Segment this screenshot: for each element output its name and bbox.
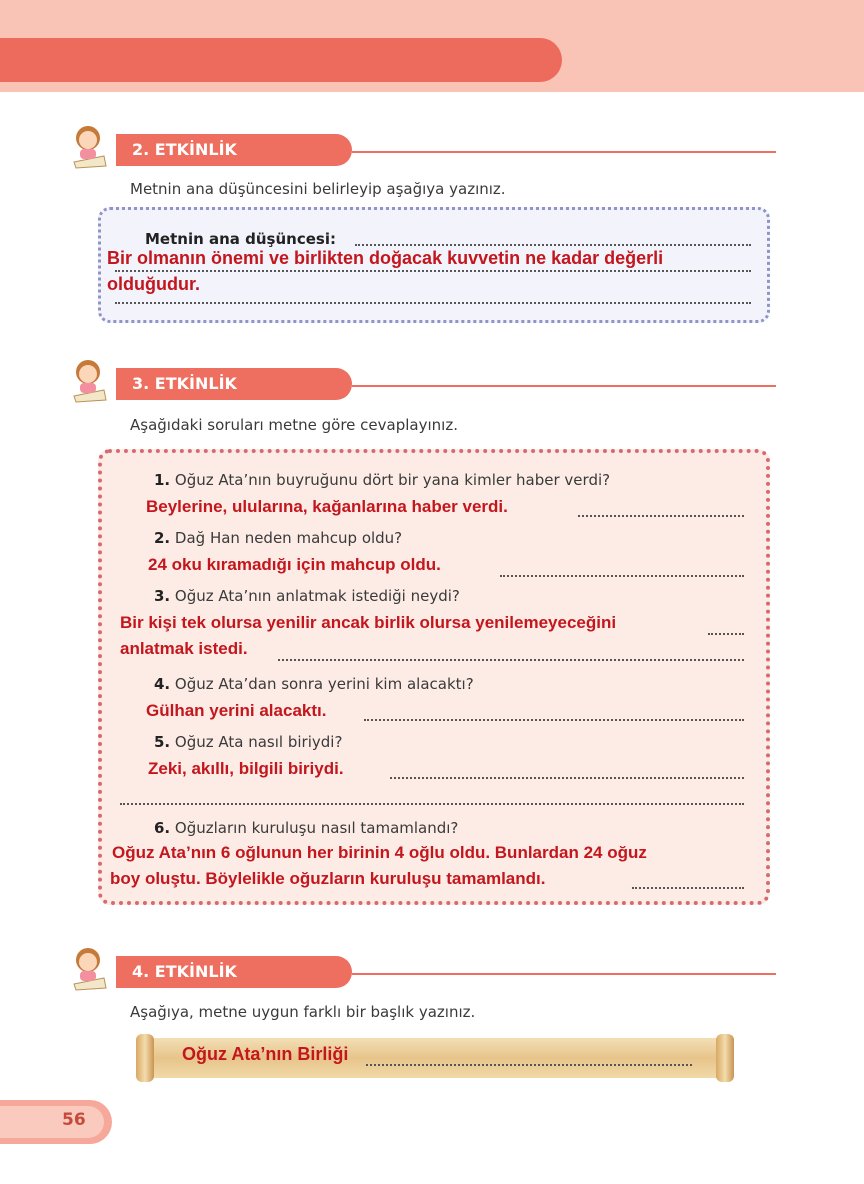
section-3-rule xyxy=(352,385,776,387)
answer-3-line2: anlatmak istedi. xyxy=(120,639,248,658)
question-6: 6. Oğuzların kuruluşu nasıl tamamlandı? xyxy=(154,819,459,837)
answer-6-line1: Oğuz Ata’nın 6 oğlunun her birinin 4 oğlu oldu. Bunlardan 24 oğuz xyxy=(112,843,647,862)
main-idea-answer-line1: Bir olmanın önemi ve birlikten doğacak kuvvetin ne kadar değerli xyxy=(107,248,664,268)
question-3: 3. Oğuz Ata’nın anlatmak istediği neydi? xyxy=(154,587,460,605)
title-scroll xyxy=(136,1034,734,1082)
section-2-header xyxy=(66,122,776,170)
main-idea-label: Metnin ana düşüncesi: xyxy=(145,230,336,248)
answer-2: 24 oku kıramadığı için mahcup oldu. xyxy=(148,555,441,574)
title-answer: Oğuz Ata’nın Birliği xyxy=(182,1044,349,1064)
page-number-tab-inner xyxy=(0,1106,104,1138)
answer-line xyxy=(115,302,751,304)
question-2: 2. Dağ Han neden mahcup oldu? xyxy=(154,529,403,547)
section-3-header xyxy=(66,356,776,404)
answer-3-line1: Bir kişi tek olursa yenilir ancak birlik olursa yenilemeyeceğini xyxy=(120,613,617,632)
answer-line xyxy=(366,1064,692,1066)
top-band-stripe xyxy=(0,38,562,82)
page-number: 56 xyxy=(62,1110,86,1130)
answer-4: Gülhan yerini alacaktı. xyxy=(146,701,327,720)
page-number-tab xyxy=(0,1100,112,1144)
answer-line xyxy=(390,777,744,779)
question-1: 1. Oğuz Ata’nın buyruğunu dört bir yana kimler haber verdi? xyxy=(154,471,611,489)
section-2-rule xyxy=(352,151,776,153)
top-band xyxy=(0,0,864,92)
answer-line xyxy=(500,575,744,577)
answer-line xyxy=(364,719,744,721)
answer-1: Beylerine, ulularına, kağanlarına haber verdi. xyxy=(146,497,508,516)
answer-line xyxy=(115,270,751,272)
answer-line xyxy=(632,887,744,889)
answer-6-line2: boy oluştu. Böylelikle oğuzların kuruluşu tamamlandı. xyxy=(110,869,546,888)
section-3-title: 3. ETKİNLİK xyxy=(116,368,352,400)
section-4-title: 4. ETKİNLİK xyxy=(116,956,352,988)
scroll-right-end xyxy=(716,1034,734,1082)
section-4-instruction: Aşağıya, metne uygun farklı bir başlık yazınız. xyxy=(130,1003,476,1021)
section-2-title: 2. ETKİNLİK xyxy=(116,134,352,166)
answer-line xyxy=(578,515,744,517)
section-4-header xyxy=(66,944,776,992)
main-idea-box xyxy=(98,207,770,323)
answer-5: Zeki, akıllı, bilgili biriydi. xyxy=(148,759,344,778)
answer-line xyxy=(278,659,744,661)
question-4: 4. Oğuz Ata’dan sonra yerini kim alacaktı? xyxy=(154,675,474,693)
answer-line xyxy=(708,633,744,635)
scroll-left-end xyxy=(136,1034,154,1082)
section-2-instruction: Metnin ana düşüncesini belirleyip aşağıya yazınız. xyxy=(130,180,506,198)
section-4-rule xyxy=(352,973,776,975)
question-5: 5. Oğuz Ata nasıl biriydi? xyxy=(154,733,343,751)
answer-line xyxy=(120,803,744,805)
answer-line xyxy=(355,244,751,246)
section-3-instruction: Aşağıdaki soruları metne göre cevaplayınız. xyxy=(130,416,458,434)
main-idea-answer-line2: olduğudur. xyxy=(107,274,200,294)
questions-box xyxy=(98,449,770,905)
